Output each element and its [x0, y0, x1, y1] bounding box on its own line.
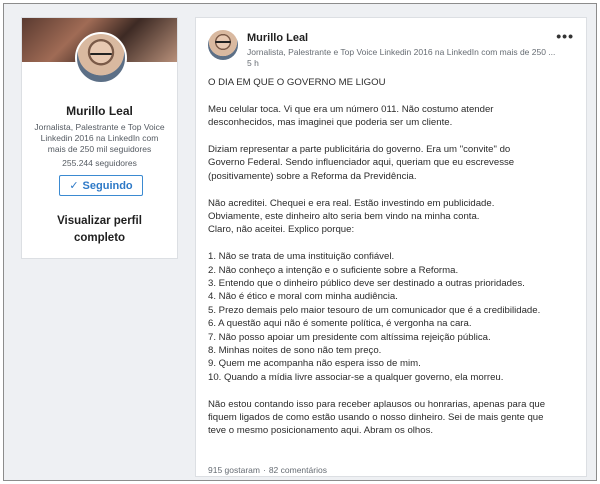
post-title-text: O DIA EM QUE O GOVERNO ME LIGOU — [208, 77, 386, 88]
post-title — [208, 76, 580, 89]
view-profile-line-2: completo — [73, 232, 126, 244]
post-body — [208, 76, 580, 438]
reason-item: 2. Não conheço a intenção e o suficiente sobre a Reforma. — [208, 264, 459, 276]
post-line: Obviamente, este dinheiro alto seria bem vindo na minha conta. — [208, 211, 480, 223]
reason-item: 7. Não posso apoiar um presidente com altíssima rejeição pública. — [208, 331, 491, 343]
post-line: Não estou contando isso para receber aplausos ou honrarias, apenas para que — [208, 398, 546, 410]
post-line: Governo Federal. Sendo influenciador aqui, queriam que eu escrevesse — [208, 157, 515, 169]
post-line: Diziam representar a parte publicitária do governo. Era um "convite" do — [208, 144, 511, 155]
post-timestamp: 5 h — [247, 58, 259, 68]
profile-name[interactable]: Murillo Leal — [66, 104, 133, 118]
post-line: Claro, não aceitei. Explico porque: — [208, 224, 355, 236]
avatar-glasses-icon — [215, 41, 231, 43]
reason-item: 4. Não é ético e moral com minha audiência. — [208, 291, 398, 303]
following-button[interactable] — [59, 175, 143, 196]
reason-item: 10. Quando a mídia livre associar-se a qualquer governo, ela morreu. — [208, 371, 504, 383]
post-line: fiquem ligados de como estão usando o nosso dinheiro. Sei de mais gente que — [208, 412, 544, 424]
reason-item: 8. Minhas noites de sono não tem preço. — [208, 345, 382, 357]
more-options-icon[interactable]: ••• — [556, 28, 574, 44]
stats-separator: · — [262, 465, 266, 475]
post-card — [195, 17, 587, 477]
reason-item: 3. Entendo que o dinheiro público deve ser destinado a outras prioridades. — [208, 278, 525, 290]
profile-avatar[interactable] — [75, 32, 127, 84]
view-full-profile-link[interactable] — [22, 213, 177, 247]
comments-count-link[interactable]: 82 comentários — [268, 465, 327, 475]
post-line: teve o mesmo posicionamento aqui. Abram os olhos. — [208, 425, 434, 437]
reason-item: 6. A questão aqui não é somente política, é vergonha na cara. — [208, 318, 472, 330]
screenshot-frame — [3, 3, 597, 481]
reasons-list — [208, 250, 580, 384]
post-paragraph — [208, 143, 580, 183]
reason-item: 9. Quem me acompanha não espera isso de mim. — [208, 358, 421, 370]
reason-item: 1. Não se trata de uma instituição confiável. — [208, 251, 395, 263]
view-profile-line-1: Visualizar perfil — [57, 215, 142, 227]
check-icon: ✓ — [69, 180, 79, 192]
post-line: desconhecidos, mas imaginei que poderia ser um cliente. — [208, 117, 453, 129]
post-author-avatar[interactable] — [208, 30, 238, 60]
profile-card — [21, 17, 178, 259]
post-stats — [208, 465, 327, 475]
post-author-name[interactable]: Murillo Leal — [247, 32, 309, 44]
follower-count: 255.244 seguidores — [62, 158, 137, 168]
post-paragraph — [208, 197, 580, 237]
likes-count-link[interactable]: 915 gostaram — [208, 465, 260, 475]
post-author-headline: Jornalista, Palestrante e Top Voice Linkedin 2016 na LinkedIn com mais de 250 ... — [247, 47, 556, 57]
post-paragraph — [208, 398, 580, 438]
post-line: Não acreditei. Chequei e era real. Estão investindo em publicidade. — [208, 197, 495, 209]
post-paragraph — [208, 103, 580, 130]
avatar-glasses-icon — [90, 53, 112, 55]
reason-item: 5. Prezo demais pelo maior tesouro de um comunicador que é a credibilidade. — [208, 304, 541, 316]
profile-headline: Jornalista, Palestrante e Top Voice Linkedin 2016 na LinkedIn com mais de 250 mil seguidores — [34, 122, 165, 154]
following-button-label: Seguindo — [82, 179, 133, 192]
post-line: Meu celular toca. Vi que era um número 011. Não costumo atender — [208, 103, 494, 115]
post-line: (positivamente) sobre a Reforma da Previdência. — [208, 170, 417, 182]
